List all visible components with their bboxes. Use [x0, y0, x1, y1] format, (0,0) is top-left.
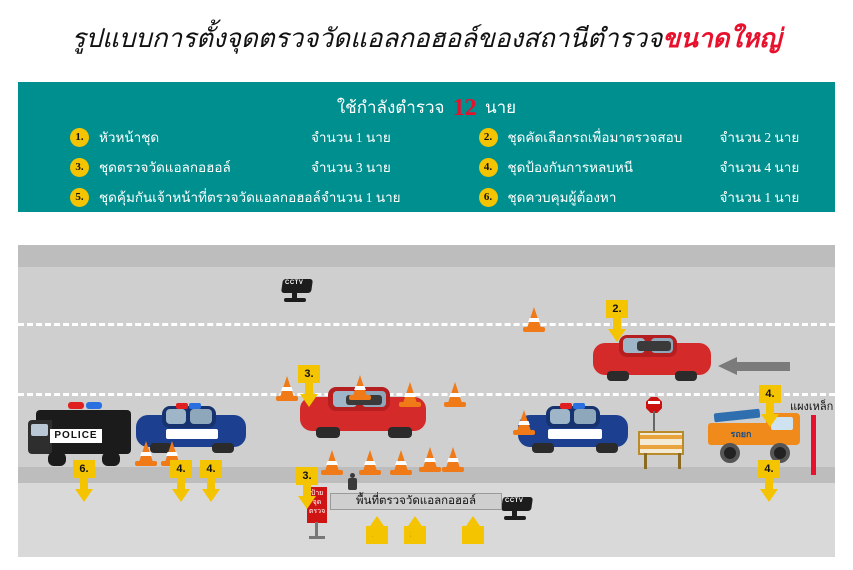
- callout-arrow-icon: [761, 401, 779, 427]
- officer-body: [348, 478, 357, 490]
- road-shoulder-top: [18, 245, 835, 267]
- callout-marker-4-upper: [759, 385, 793, 429]
- stop-sign-bar: [648, 401, 660, 404]
- manpower-header-prefix: ใช้กำลังตำรวจ: [336, 98, 445, 117]
- barrier-stripe-2: [640, 445, 682, 449]
- traffic-cone: [419, 447, 441, 473]
- callout-marker-1: [462, 500, 496, 544]
- callout-arrow-icon: [300, 381, 318, 407]
- callout-marker-number: 4.: [170, 460, 192, 478]
- cctv-label-bottom: CCTV: [505, 498, 524, 504]
- traffic-cone: [513, 410, 535, 436]
- checkpoint-sign-base: [309, 536, 325, 539]
- callout-arrow-icon: [608, 316, 626, 342]
- manpower-item-1-qty: จำนวน 1 นาย: [311, 130, 391, 145]
- manpower-count: 12: [452, 95, 477, 121]
- barrier-leg-left: [644, 453, 647, 469]
- manpower-item-1-label: หัวหน้าชุด: [99, 130, 160, 145]
- car-wheel-rear: [212, 443, 234, 453]
- police-truck-label: POLICE: [50, 429, 102, 443]
- car-rear-window: [574, 409, 596, 424]
- tow-boom: [714, 409, 761, 423]
- manpower-item-5: [18, 186, 427, 208]
- callout-marker-number: 4.: [759, 385, 781, 403]
- traffic-cone: [442, 447, 464, 473]
- police-light-red: [176, 403, 188, 409]
- callout-marker-number: 4.: [758, 460, 780, 478]
- page-title-highlight: ขนาดใหญ่: [662, 24, 782, 53]
- tow-wheel-rear: [720, 443, 740, 463]
- truck-light-blue: [86, 402, 102, 409]
- cctv-camera-icon-bottom: [496, 495, 542, 519]
- manpower-header: [18, 94, 835, 122]
- car-wheel-front: [532, 443, 554, 453]
- cctv-camera-icon-top: [276, 277, 322, 301]
- manpower-list: [18, 126, 835, 208]
- manpower-item-2-number: 2.: [479, 128, 498, 147]
- traffic-cone: [349, 375, 371, 401]
- callout-arrow-icon: [172, 476, 190, 502]
- callout-marker-2-upper: [606, 300, 640, 344]
- traffic-cone: [359, 450, 381, 476]
- callout-arrow-icon: [368, 516, 386, 542]
- police-light-blue: [189, 403, 201, 409]
- tow-truck-label: รถยก: [730, 429, 752, 439]
- manpower-item-4-label: ชุดป้องกันการหลบหนี: [507, 160, 633, 175]
- manpower-item-6: [427, 186, 836, 208]
- manpower-item-4: [427, 156, 836, 178]
- callout-marker-number: 2.: [606, 300, 628, 318]
- manpower-item-5-label: ชุดคุ้มกันเจ้าหน้าที่ตรวจวัดแอลกอฮอล์: [99, 190, 321, 205]
- traffic-cone: [390, 450, 412, 476]
- manpower-item-1: [18, 126, 427, 148]
- callout-arrow-icon: [406, 516, 424, 542]
- car-windshield: [550, 409, 570, 424]
- manpower-item-3-number: 3.: [70, 158, 89, 177]
- police-stripe: [166, 429, 218, 439]
- car-wheel-front: [316, 427, 340, 438]
- car-wheel-rear: [388, 427, 412, 438]
- vehicle-police-truck: [28, 400, 136, 468]
- callout-marker-4-left-b: [200, 460, 234, 504]
- callout-marker-5: [366, 500, 400, 544]
- manpower-item-2-qty: จำนวน 2 นาย: [719, 130, 800, 145]
- car-windshield: [166, 409, 186, 424]
- car-wheel-front: [607, 371, 629, 381]
- traffic-cone: [523, 307, 545, 333]
- manpower-item-5-qty: จำนวน 1 นาย: [320, 190, 401, 205]
- traffic-direction-arrow: [718, 357, 790, 375]
- callout-marker-number: 6.: [73, 460, 95, 478]
- callout-arrow-icon: [298, 483, 316, 509]
- callout-marker-6: [73, 460, 107, 504]
- police-stripe: [548, 429, 602, 439]
- callout-arrow-icon: [202, 476, 220, 502]
- callout-marker-4-left-a: [170, 460, 204, 504]
- callout-marker-number: 3.: [296, 467, 318, 485]
- barrier-stripe-1: [640, 435, 682, 439]
- manpower-panel: [18, 82, 835, 212]
- callout-arrow-icon: [75, 476, 93, 502]
- manpower-item-4-qty: จำนวน 4 นาย: [719, 160, 800, 175]
- road-barrier: [638, 423, 688, 471]
- arrow-stem: [736, 362, 790, 371]
- truck-light-red: [68, 402, 84, 409]
- traffic-cone: [276, 376, 298, 402]
- manpower-item-6-number: 6.: [479, 188, 498, 207]
- manpower-item-5-number: 5.: [70, 188, 89, 207]
- checkpoint-sign-board: ป้าย จุด ตรวจ: [307, 487, 327, 523]
- car-wheel-rear: [675, 371, 697, 381]
- page-title-main: รูปแบบการตั้งจุดตรวจวัดแอลกอฮอล์ของสถานีตำรวจ: [71, 24, 663, 53]
- traffic-cone: [444, 382, 466, 408]
- manpower-item-1-number: 1.: [70, 128, 89, 147]
- police-light-red: [560, 403, 572, 409]
- truck-wheel-front: [48, 452, 66, 466]
- callout-marker-3-lower: [296, 467, 330, 511]
- manpower-item-3: [18, 156, 427, 178]
- car-roof-shadow: [637, 341, 671, 351]
- traffic-cone: [135, 441, 157, 467]
- lane-divider-1: [18, 323, 835, 326]
- manpower-item-3-qty: จำนวน 3 นาย: [311, 160, 391, 175]
- callout-arrow-icon: [760, 476, 778, 502]
- cctv-base: [504, 516, 526, 520]
- callout-marker-3-upper: [298, 365, 332, 409]
- officer-figure: [348, 473, 357, 491]
- manpower-item-2: [427, 126, 836, 148]
- car-wheel-rear: [596, 443, 618, 453]
- test-area-banner: พื้นที่ตรวจวัดแอลกอฮอล์: [330, 493, 502, 510]
- cctv-label-top: CCTV: [285, 280, 304, 286]
- traffic-cone: [399, 382, 421, 408]
- arrow-head: [718, 357, 737, 375]
- manpower-item-3-label: ชุดตรวจวัดแอลกอฮอล์: [99, 160, 231, 175]
- callout-arrow-icon: [464, 516, 482, 542]
- callout-marker-number: 3.: [298, 365, 320, 383]
- manpower-item-6-qty: จำนวน 1 นาย: [719, 190, 800, 205]
- truck-window: [31, 424, 48, 436]
- car-rear-window: [190, 409, 212, 424]
- barrier-leg-right: [678, 453, 681, 469]
- callout-marker-number: 4.: [200, 460, 222, 478]
- callout-marker-3-bottom: [404, 500, 438, 544]
- callout-marker-4-lower: [758, 460, 792, 504]
- cctv-base: [284, 298, 306, 302]
- manpower-item-4-number: 4.: [479, 158, 498, 177]
- steel-fence-pole: [811, 415, 816, 475]
- police-light-blue: [573, 403, 585, 409]
- checkpoint-diagram: [18, 245, 835, 557]
- manpower-item-2-label: ชุดคัดเลือกรถเพื่อมาตรวจสอบ: [507, 130, 683, 145]
- manpower-header-suffix: นาย: [484, 98, 517, 117]
- steel-fence-label: แผงเหล็ก: [790, 401, 834, 413]
- page-title: [0, 18, 853, 59]
- manpower-item-6-label: ชุดควบคุมผู้ต้องหา: [507, 190, 617, 205]
